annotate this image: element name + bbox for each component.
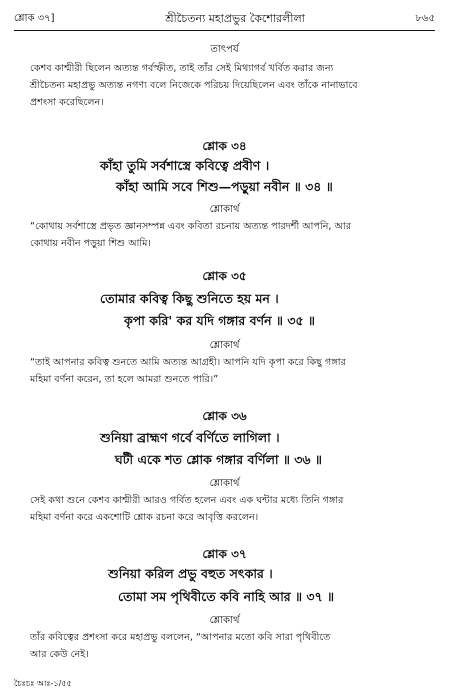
sloka-36-verse-line-1: শুনিয়া ব্রাহ্মণ গর্বে বর্ণিতে লাগিলা । [100, 430, 280, 445]
sloka-36-meaning-heading: শ্লোকার্থ [209, 478, 240, 489]
meaning-line: “কোথায় সর্বশাস্ত্রে প্রভৃত জ্ঞানসম্পন্ন এবং কবিতা রচনায় অত্যন্ত পারদর্শী আপনি, আর [30, 221, 352, 232]
page-number: ৮৬৫ [415, 12, 435, 24]
sloka-34-verse-line-2: কাঁহা আমি সবে শিশু—পড়ুয়া নবীন ॥ ৩৪ ॥ [116, 179, 333, 194]
sloka-36-title: শ্লোক ৩৬ [202, 409, 247, 423]
sloka-35-title: শ্লোক ৩৫ [202, 269, 247, 283]
meaning-line: “তাই আপনার কবিত্ব শুনতে আমি অত্যন্ত আগ্রহী। আপনি যদি কৃপা করে কিছু গঙ্গার [30, 357, 346, 368]
header-chapter-title: শ্রীচৈতন্য মহাপ্রভুর কৈশোরলীলা [165, 11, 305, 25]
sloka-34-verse-line-1: কাঁহা তুমি সর্বশাস্ত্রে কবিত্বে প্রবীণ । [100, 158, 270, 173]
meaning-line: মহিমা বর্ণনা করে একশোটি শ্লোক রচনা করে আবৃত্তি করলেন। [30, 512, 259, 523]
header-verse-ref: শ্লোক ৩৭] [14, 12, 55, 24]
header-rule [14, 30, 435, 31]
meaning-line: তাঁর কবিত্বের প্রশংসা করে মহাপ্রভু বললেন, “আপনার মতো কবি সারা পৃথিবীতে [30, 632, 331, 643]
sloka-37-title: শ্লোক ৩৭ [202, 547, 247, 561]
sloka-34-title: শ্লোক ৩৪ [202, 139, 247, 153]
meaning-line: সেই কথা শুনে কেশব কাশ্মীরী আরও গর্বিত হলেন এবং এক ঘন্টার মধ্যে তিনি গঙ্গার [30, 495, 344, 506]
meaning-line: কোথায় নবীন পড়ুয়া শিশু আমি। [30, 238, 151, 249]
purport-heading: তাৎপর্য [210, 44, 239, 55]
sloka-35-meaning [30, 354, 431, 388]
meaning-line: আর কেউ নেই। [30, 649, 89, 660]
sloka-35-verse-line-2: কৃপা করি' কর যদি গঙ্গার বর্ণন ॥ ৩৫ ॥ [124, 313, 315, 328]
sloka-37-verse-line-2: তোমা সম পৃথিবীতে কবি নাহি আর ॥ ৩৭ ॥ [118, 589, 335, 604]
sloka-37-meaning-heading: শ্লোকার্থ [209, 615, 240, 626]
purport-line: শ্রীচৈতন্য মহাপ্রভু অত্যন্ত নগণ্য বলে নিজেকে পরিচয় দিয়েছিলেন এবং তাঁকে নানাভাবে [30, 80, 358, 91]
purport-text [30, 60, 431, 111]
purport-line: কেশব কাশ্মীরী ছিলেন অত্যন্ত গর্বস্ফীত, তাই তাঁর সেই মিথ্যাগর্ব খর্বিত করার জন্য [30, 63, 334, 74]
sloka-37-verse-line-1: শুনিয়া করিল প্রভু বহুত সৎকার । [108, 566, 273, 581]
footer-signature: চৈঃচঃ আঃ-১/৫৫ [14, 679, 72, 688]
sloka-37-meaning [30, 629, 431, 663]
sloka-36-verse-line-2: ঘটী একে শত শ্লোক গঙ্গার বর্ণিলা ॥ ৩৬ ॥ [115, 452, 322, 467]
purport-line: প্রশংসা করেছিলেন। [30, 97, 104, 108]
meaning-line: মহিমা বর্ণনা করেন, তা হলে আমরা শুনতে পারি।” [30, 374, 219, 385]
sloka-35-verse-line-1: তোমার কবিত্ব কিছু শুনিতে হয় মন । [100, 291, 279, 306]
sloka-36-meaning [30, 492, 431, 526]
sloka-35-meaning-heading: শ্লোকার্থ [209, 340, 240, 351]
running-header [14, 10, 435, 28]
sloka-34-meaning-heading: শ্লোকার্থ [209, 204, 240, 215]
sloka-34-meaning [30, 218, 431, 252]
